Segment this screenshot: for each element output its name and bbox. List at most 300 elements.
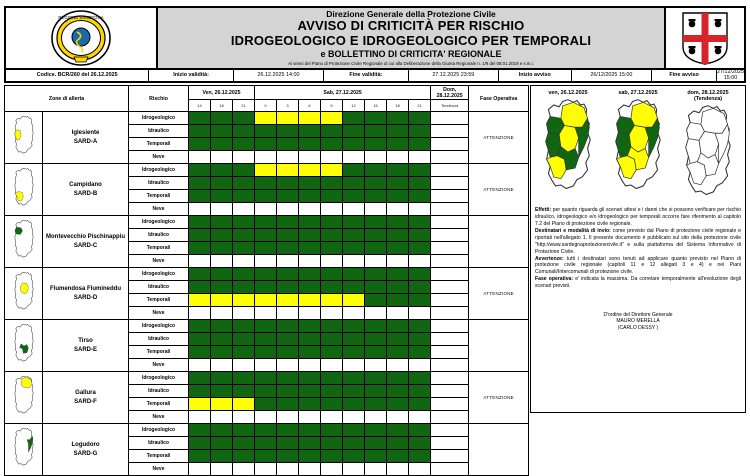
criticality-cell: [343, 307, 365, 320]
criticality-cell: [299, 294, 321, 307]
criticality-cell: [365, 398, 387, 411]
forecast-map-graphic-2: [604, 97, 672, 198]
criticality-cell: [211, 229, 233, 242]
criticality-cell: [409, 112, 431, 125]
criticality-cell: [365, 203, 387, 216]
table-body: [5, 112, 529, 476]
criticality-cell: [299, 268, 321, 281]
signature-line3: (CARLO DESSY ): [617, 324, 659, 331]
criticality-cell: [343, 463, 365, 476]
criticality-cell: [189, 463, 211, 476]
criticality-cell: [343, 164, 365, 177]
risk-label-temporali: Temporali: [129, 242, 189, 255]
trend-cell: [431, 151, 469, 164]
criticality-cell: [211, 242, 233, 255]
note-destinatari-text: come previsto dal Piano di protezione civile regionale e riportati nell'allegato 1. Il presente documento è pubblicato sul sito della protezione civile "http://www.sardegnaprotezionecivile.it" e sulla piattaforma del Sistema Informativo di Protezione Civile.: [535, 228, 742, 255]
col-header-rischio: Rischio: [129, 86, 189, 112]
criticality-cell: [277, 229, 299, 242]
sardinia-outline-icon: [9, 375, 39, 415]
criticality-cell: [365, 151, 387, 164]
criticality-cell: [321, 151, 343, 164]
hour-tick-1: 18: [211, 100, 233, 112]
criticality-cell: [233, 177, 255, 190]
criticality-cell: [343, 216, 365, 229]
trend-cell: [431, 268, 469, 281]
criticality-cell: [299, 125, 321, 138]
criticality-cell: [343, 138, 365, 151]
criticality-cell: [233, 151, 255, 164]
criticality-cell: [387, 151, 409, 164]
note-fase-operativa: [535, 276, 741, 290]
criticality-cell: [409, 242, 431, 255]
criticality-cell: [211, 164, 233, 177]
criticality-cell: [211, 177, 233, 190]
criticality-cell: [387, 216, 409, 229]
hour-tick-3: 0: [255, 100, 277, 112]
risk-label-idrogeologico: Idrogeologico: [129, 320, 189, 333]
fase-operativa-value-sard-f: ATTENZIONE: [469, 372, 529, 424]
criticality-cell: [343, 450, 365, 463]
criticality-cell: [409, 424, 431, 437]
note-avvertenze-label: Avvertenze:: [535, 255, 564, 262]
criticality-cell: [211, 112, 233, 125]
criticality-cell: [299, 450, 321, 463]
zone-label: Gallura: [75, 389, 96, 396]
criticality-cell: [409, 281, 431, 294]
criticality-cell: [365, 294, 387, 307]
criticality-cell: [321, 268, 343, 281]
criticality-cell: [277, 320, 299, 333]
criticality-cell: [409, 411, 431, 424]
hour-tick-6: 9: [321, 100, 343, 112]
risk-label-idraulico: Idraulico: [129, 437, 189, 450]
col-header-zone: Zone di allerta: [5, 86, 129, 112]
criticality-cell: [321, 281, 343, 294]
sardinia-outline-icon: [9, 219, 39, 259]
svg-text:REGIONE SARDEGNA: REGIONE SARDEGNA: [58, 15, 104, 20]
criticality-cell: [255, 281, 277, 294]
criticality-cell: [233, 463, 255, 476]
risk-label-temporali: Temporali: [129, 398, 189, 411]
criticality-cell: [365, 437, 387, 450]
criticality-cell: [343, 190, 365, 203]
criticality-cell: [387, 346, 409, 359]
criticality-cell: [211, 203, 233, 216]
criticality-cell: [299, 437, 321, 450]
criticality-cell: [255, 242, 277, 255]
criticality-cell: [299, 216, 321, 229]
criticality-cell: [277, 216, 299, 229]
criticality-cell: [255, 203, 277, 216]
criticality-cell: [189, 177, 211, 190]
criticality-cell: [255, 112, 277, 125]
criticality-cell: [189, 320, 211, 333]
criticality-cell: [365, 346, 387, 359]
forecast-map-1: [534, 90, 602, 204]
criticality-cell: [189, 307, 211, 320]
criticality-cell: [409, 385, 431, 398]
criticality-cell: [299, 320, 321, 333]
hour-tick-2: 21: [233, 100, 255, 112]
criticality-cell: [277, 359, 299, 372]
criticality-cell: [343, 385, 365, 398]
criticality-cell: [255, 463, 277, 476]
hour-tick-4: 3: [277, 100, 299, 112]
trend-cell: [431, 125, 469, 138]
trend-cell: [431, 346, 469, 359]
criticality-cell: [409, 216, 431, 229]
criticality-cell: [409, 437, 431, 450]
criticality-cell: [233, 294, 255, 307]
criticality-cell: [343, 112, 365, 125]
criticality-cell: [233, 125, 255, 138]
criticality-cell: [387, 359, 409, 372]
criticality-cell: [343, 346, 365, 359]
criticality-cell: [387, 385, 409, 398]
header-title-line1: AVVISO DI CRITICITÀ PER RISCHIO: [297, 18, 525, 34]
sardinia-zone-map-svg: [606, 97, 670, 193]
criticality-cell: [255, 320, 277, 333]
criticality-cell: [211, 307, 233, 320]
zone-label: Montevecchio Pischinappiu: [46, 233, 126, 240]
criticality-cell: [365, 463, 387, 476]
criticality-cell: [299, 411, 321, 424]
criticality-cell: [409, 359, 431, 372]
criticality-cell: [343, 294, 365, 307]
criticality-cell: [233, 268, 255, 281]
criticality-cell: [277, 255, 299, 268]
risk-label-idrogeologico: Idrogeologico: [129, 112, 189, 125]
criticality-cell: [233, 203, 255, 216]
criticality-cell: [233, 346, 255, 359]
criticality-cell: [189, 151, 211, 164]
criticality-cell: [343, 242, 365, 255]
inizio-validita-label: Inizio validità:: [149, 70, 233, 81]
criticality-cell: [189, 437, 211, 450]
note-fase-text: e' indicata la massima. Da correlare temporalmente all'evoluzione degli scenari previsti.: [535, 276, 741, 290]
criticality-cell: [255, 424, 277, 437]
criticality-cell: [321, 242, 343, 255]
trend-cell: [431, 229, 469, 242]
zone-label: Tirso: [78, 337, 93, 344]
trend-cell: [431, 450, 469, 463]
fase-operativa-value-sard-e: [469, 320, 529, 372]
maps-and-notes-panel: [530, 85, 746, 413]
criticality-cell: [255, 385, 277, 398]
fase-operativa-value-sard-d: ATTENZIONE: [469, 268, 529, 320]
criticality-cell: [211, 385, 233, 398]
criticality-cell: [387, 437, 409, 450]
risk-label-idraulico: Idraulico: [129, 229, 189, 242]
criticality-cell: [299, 333, 321, 346]
criticality-cell: [387, 307, 409, 320]
note-fase-label: Fase operativa:: [535, 276, 574, 283]
criticality-cell: [365, 112, 387, 125]
maps-row: [531, 86, 745, 204]
zone-name-sard-g: [43, 424, 129, 476]
criticality-cell: [277, 138, 299, 151]
criticality-cell: [365, 242, 387, 255]
forecast-map-graphic-1: [534, 97, 602, 198]
criticality-cell: [189, 385, 211, 398]
trend-cell: [431, 281, 469, 294]
criticality-cell: [299, 307, 321, 320]
criticality-cell: [387, 411, 409, 424]
trend-cell: [431, 320, 469, 333]
criticality-cell: [387, 372, 409, 385]
inizio-validita-value: 26.12.2025 14:00: [234, 70, 324, 81]
note-effetti: [535, 207, 741, 228]
risk-label-temporali: Temporali: [129, 346, 189, 359]
criticality-cell: [255, 125, 277, 138]
criticality-cell: [255, 411, 277, 424]
risk-label-idrogeologico: Idrogeologico: [129, 372, 189, 385]
zone-code: SARD-G: [73, 450, 98, 457]
risk-label-idrogeologico: Idrogeologico: [129, 424, 189, 437]
criticality-cell: [387, 450, 409, 463]
criticality-cell: [255, 359, 277, 372]
zone-name-sard-b: [43, 164, 129, 216]
criticality-cell: [277, 385, 299, 398]
criticality-cell: [189, 242, 211, 255]
criticality-cell: [233, 255, 255, 268]
criticality-cell: [211, 333, 233, 346]
criticality-cell: [255, 190, 277, 203]
criticality-cell: [343, 281, 365, 294]
zone-code: SARD-C: [73, 242, 98, 249]
criticality-cell: [409, 203, 431, 216]
criticality-cell: [233, 164, 255, 177]
criticality-cell: [409, 294, 431, 307]
criticality-cell: [365, 281, 387, 294]
table-row: [5, 164, 529, 177]
criticality-cell: [299, 151, 321, 164]
criticality-cell: [321, 294, 343, 307]
col-header-fase-operativa: Fase Operativa: [469, 86, 529, 112]
criticality-cell: [299, 255, 321, 268]
zone-mini-map-sard-c: [5, 216, 43, 268]
risk-label-idrogeologico: Idrogeologico: [129, 216, 189, 229]
criticality-cell: [277, 424, 299, 437]
header-title-block: [158, 8, 664, 68]
criticality-cell: [321, 346, 343, 359]
criticality-cell: [211, 346, 233, 359]
criticality-cell: [409, 372, 431, 385]
zone-mini-map-sard-e: [5, 320, 43, 372]
criticality-cell: [387, 294, 409, 307]
risk-label-neve: Neve: [129, 463, 189, 476]
criticality-cell: [343, 177, 365, 190]
trend-cell: [431, 307, 469, 320]
table-row: [5, 320, 529, 333]
criticality-cell: [277, 268, 299, 281]
criticality-cell: [211, 281, 233, 294]
criticality-cell: [365, 307, 387, 320]
criticality-cell: [277, 242, 299, 255]
criticality-cell: [211, 463, 233, 476]
criticality-cell: [365, 229, 387, 242]
zone-code: SARD-F: [74, 398, 97, 405]
header-legal-note: Ai sensi del Piano di Protezione Civile Regionale di cui alla Deliberazione della Giunta Regionale n. 1/9 del 08.01.2019 e s.m.i.: [288, 61, 534, 67]
criticality-cell: [321, 255, 343, 268]
criticality-cell: [211, 138, 233, 151]
criticality-cell: [299, 398, 321, 411]
fine-validita-label: Fine validità:: [324, 70, 408, 81]
note-effetti-label: Effetti:: [535, 207, 552, 214]
criticality-table: [4, 85, 529, 476]
risk-label-idrogeologico: Idrogeologico: [129, 164, 189, 177]
criticality-grid-panel: [4, 85, 528, 476]
trend-cell: [431, 203, 469, 216]
trend-cell: [431, 177, 469, 190]
criticality-cell: [233, 138, 255, 151]
criticality-cell: [365, 255, 387, 268]
table-row: [5, 424, 529, 437]
zone-label: Iglesiente: [71, 129, 100, 136]
forecast-map-label-1: ven, 26.12.2025: [548, 90, 588, 96]
criticality-cell: [343, 424, 365, 437]
trend-cell: [431, 424, 469, 437]
zone-mini-map-sard-a: [5, 112, 43, 164]
criticality-cell: [365, 411, 387, 424]
criticality-cell: [277, 411, 299, 424]
hour-tick-10: 21: [409, 100, 431, 112]
criticality-cell: [387, 463, 409, 476]
sardinia-zone-map-svg: [536, 97, 600, 193]
criticality-cell: [321, 411, 343, 424]
criticality-cell: [211, 450, 233, 463]
forecast-map-2: [604, 90, 672, 204]
table-row: [5, 268, 529, 281]
criticality-cell: [387, 424, 409, 437]
criticality-cell: [255, 255, 277, 268]
forecast-map-3: [674, 90, 742, 204]
signature-line1: D'ordine del Direttore Generale: [603, 311, 673, 318]
criticality-cell: [387, 164, 409, 177]
codice-label: Codice. BCR/260 del 26.12.2025: [6, 70, 149, 81]
zone-mini-map-sard-f: [5, 372, 43, 424]
criticality-cell: [387, 268, 409, 281]
inizio-avviso-label: Inizio avviso: [499, 70, 572, 81]
criticality-cell: [299, 424, 321, 437]
criticality-cell: [277, 190, 299, 203]
criticality-cell: [211, 125, 233, 138]
criticality-cell: [321, 463, 343, 476]
criticality-cell: [365, 164, 387, 177]
risk-label-neve: Neve: [129, 151, 189, 164]
criticality-cell: [189, 112, 211, 125]
criticality-cell: [211, 190, 233, 203]
criticality-cell: [277, 281, 299, 294]
criticality-cell: [255, 307, 277, 320]
trend-cell: [431, 190, 469, 203]
criticality-cell: [321, 125, 343, 138]
sardinia-outline-icon: [9, 323, 39, 363]
criticality-cell: [321, 112, 343, 125]
criticality-cell: [233, 242, 255, 255]
criticality-cell: [277, 346, 299, 359]
criticality-cell: [299, 164, 321, 177]
criticality-cell: [211, 359, 233, 372]
criticality-cell: [233, 190, 255, 203]
criticality-cell: [409, 307, 431, 320]
criticality-cell: [277, 177, 299, 190]
criticality-cell: [343, 229, 365, 242]
criticality-cell: [189, 346, 211, 359]
criticality-cell: [189, 398, 211, 411]
header-title-line2: IDROGEOLOGICO E IDROGEOLOGICO PER TEMPORALI: [230, 32, 592, 48]
sardinia-outline-icon: [9, 427, 39, 467]
criticality-cell: [233, 216, 255, 229]
regione-sardegna-emblem-svg: [50, 9, 112, 67]
criticality-cell: [255, 333, 277, 346]
criticality-cell: [189, 424, 211, 437]
criticality-cell: [343, 125, 365, 138]
sardinia-outline-icon: [9, 167, 39, 207]
criticality-cell: [255, 216, 277, 229]
fine-avviso-label: Fine avviso: [652, 70, 717, 81]
criticality-cell: [387, 398, 409, 411]
criticality-cell: [409, 229, 431, 242]
table-head-row-days: [5, 86, 529, 100]
criticality-cell: [409, 138, 431, 151]
notes-block: [531, 204, 745, 290]
fase-operativa-value-sard-a: ATTENZIONE: [469, 112, 529, 164]
criticality-cell: [277, 125, 299, 138]
criticality-cell: [233, 320, 255, 333]
trend-cell: [431, 333, 469, 346]
criticality-cell: [409, 164, 431, 177]
criticality-cell: [387, 125, 409, 138]
criticality-cell: [299, 190, 321, 203]
col-header-day1: Ven, 26.12.2025: [189, 86, 255, 100]
criticality-cell: [189, 268, 211, 281]
criticality-cell: [409, 255, 431, 268]
hour-tick-8: 15: [365, 100, 387, 112]
criticality-cell: [409, 190, 431, 203]
criticality-cell: [189, 138, 211, 151]
criticality-cell: [277, 307, 299, 320]
risk-label-neve: Neve: [129, 255, 189, 268]
header-subtitle: Direzione Generale della Protezione Civile: [326, 8, 496, 19]
trend-cell: [431, 463, 469, 476]
criticality-cell: [189, 216, 211, 229]
criticality-cell: [299, 463, 321, 476]
criticality-cell: [277, 164, 299, 177]
criticality-cell: [343, 333, 365, 346]
criticality-cell: [299, 177, 321, 190]
main-body: [4, 85, 746, 476]
criticality-cell: [211, 437, 233, 450]
criticality-cell: [189, 411, 211, 424]
criticality-cell: [189, 450, 211, 463]
criticality-cell: [189, 229, 211, 242]
trend-cell: [431, 216, 469, 229]
trend-cell: [431, 372, 469, 385]
criticality-cell: [277, 203, 299, 216]
criticality-cell: [321, 164, 343, 177]
criticality-cell: [387, 177, 409, 190]
fine-validita-value: 27.12.2025 23:59: [409, 70, 499, 81]
criticality-cell: [189, 372, 211, 385]
criticality-cell: [387, 112, 409, 125]
criticality-cell: [189, 359, 211, 372]
zone-name-sard-f: [43, 372, 129, 424]
trend-cell: [431, 138, 469, 151]
criticality-cell: [255, 229, 277, 242]
note-avvertenze: [535, 256, 741, 277]
criticality-cell: [299, 359, 321, 372]
